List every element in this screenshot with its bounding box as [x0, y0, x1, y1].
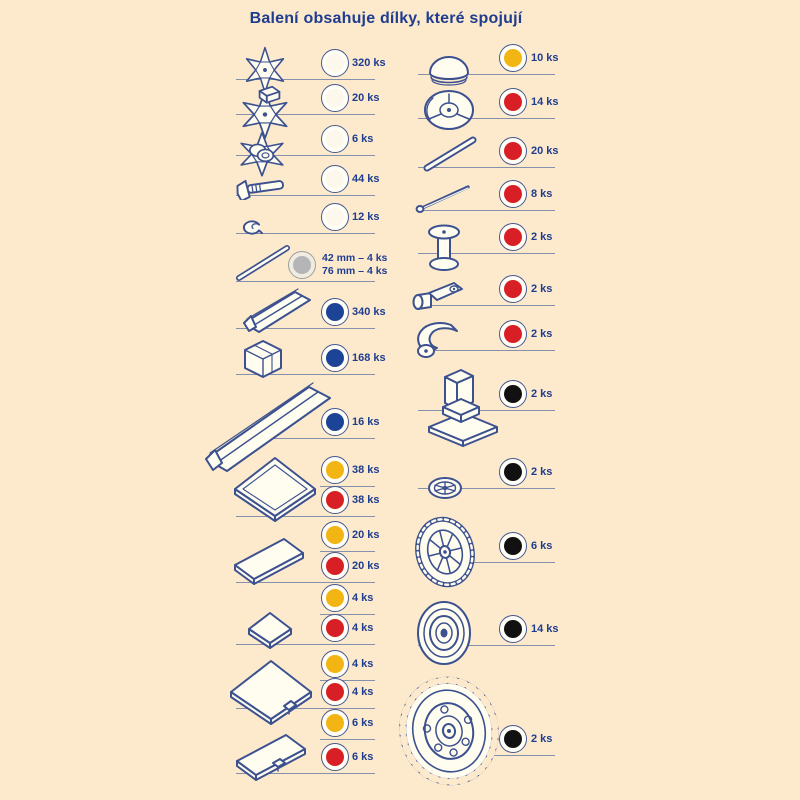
dot-color-fill [326, 748, 344, 766]
count-label: 38 ks [352, 494, 380, 506]
count-label: 168 ks [352, 352, 386, 364]
dot-color-fill [326, 89, 344, 107]
color-dot-red [499, 137, 527, 165]
color-dot-yellow [321, 521, 349, 549]
disc-wheel-icon [415, 600, 473, 666]
color-dot-black [499, 458, 527, 486]
count-label: 4 ks [352, 658, 374, 670]
count-label: 2 ks [531, 733, 553, 745]
color-dot-red [321, 486, 349, 514]
color-dot-yellow [321, 650, 349, 678]
dot-color-fill [326, 526, 344, 544]
count-label: 6 ks [352, 751, 374, 763]
spool-pulley-icon [421, 223, 467, 275]
color-dot-red [499, 320, 527, 348]
rect-plate-icon [233, 537, 305, 585]
count-label [322, 251, 387, 280]
count-label: 10 ks [531, 52, 559, 64]
dot-color-fill [504, 325, 522, 343]
count-label: 6 ks [531, 540, 553, 552]
notched-rect-plate-icon [235, 731, 309, 783]
bolt-icon [236, 175, 286, 200]
count-label: 20 ks [531, 145, 559, 157]
hex-connector-icon [241, 339, 285, 379]
color-dot-red [499, 180, 527, 208]
metal-axle-icon [233, 242, 293, 284]
large-tire-icon [397, 675, 501, 787]
count-label: 4 ks [352, 686, 374, 698]
dot-color-fill [326, 491, 344, 509]
dot-color-fill [504, 730, 522, 748]
count-label: 8 ks [531, 188, 553, 200]
dot-color-fill [326, 208, 344, 226]
count-label: 6 ks [352, 717, 374, 729]
color-dot-blue [321, 298, 349, 326]
count-label: 2 ks [531, 231, 553, 243]
count-label: 38 ks [352, 464, 380, 476]
dot-color-fill [293, 256, 311, 274]
color-dot-red [499, 88, 527, 116]
color-dot-red [321, 743, 349, 771]
color-dot-yellow [321, 584, 349, 612]
dot-color-fill [504, 463, 522, 481]
count-label: 2 ks [531, 328, 553, 340]
count-label: 2 ks [531, 283, 553, 295]
clip-nut-icon [239, 219, 265, 236]
dot-color-fill [504, 280, 522, 298]
dome-cap-icon [425, 52, 473, 86]
color-dot-black [499, 725, 527, 753]
dot-color-fill [326, 683, 344, 701]
count-label: 14 ks [531, 623, 559, 635]
small-square-plate-icon [247, 610, 293, 650]
long-pin-icon [414, 183, 472, 213]
color-dot-white [321, 49, 349, 77]
color-dot-black [499, 532, 527, 560]
count-label: 20 ks [352, 92, 380, 104]
count-label: 340 ks [352, 306, 386, 318]
dot-color-fill [326, 349, 344, 367]
notched-square-plate-icon [227, 656, 315, 736]
connector-line [320, 739, 375, 740]
count-label: 20 ks [352, 529, 380, 541]
color-dot-red [499, 223, 527, 251]
color-dot-black [499, 615, 527, 643]
count-label: 4 ks [352, 622, 374, 634]
count-label: 320 ks [352, 57, 386, 69]
color-dot-white [321, 84, 349, 112]
dot-color-fill [326, 619, 344, 637]
dot-color-fill [504, 620, 522, 638]
count-line-2: 76 mm – 4 ks [322, 265, 388, 277]
tread-wheel-icon [412, 515, 478, 589]
color-dot-white [321, 125, 349, 153]
color-dot-yellow [321, 709, 349, 737]
count-label: 16 ks [352, 416, 380, 428]
dot-color-fill [504, 228, 522, 246]
color-dot-white [321, 165, 349, 193]
color-dot-yellow [499, 44, 527, 72]
dot-color-fill [504, 93, 522, 111]
short-axle-icon [420, 134, 480, 174]
count-label: 44 ks [352, 173, 380, 185]
dot-color-fill [326, 54, 344, 72]
count-label: 2 ks [531, 466, 553, 478]
color-dot-red [499, 275, 527, 303]
color-dot-red [321, 678, 349, 706]
color-dot-white [321, 203, 349, 231]
short-beam-icon [239, 287, 315, 337]
color-dot-yellow [321, 456, 349, 484]
dot-color-fill [326, 714, 344, 732]
crank-arm-icon [409, 279, 467, 313]
count-line-1: 42 mm – 4 ks [322, 252, 388, 264]
color-dot-red [321, 552, 349, 580]
count-label: 12 ks [352, 211, 380, 223]
dot-color-fill [326, 557, 344, 575]
count-label: 2 ks [531, 388, 553, 400]
dot-color-fill [326, 130, 344, 148]
dot-color-fill [326, 303, 344, 321]
dot-color-fill [326, 655, 344, 673]
tow-hook-icon [413, 317, 467, 359]
dot-color-fill [504, 537, 522, 555]
square-plate-icon [231, 455, 319, 527]
dot-color-fill [504, 142, 522, 160]
count-label: 4 ks [352, 592, 374, 604]
dot-color-fill [504, 49, 522, 67]
count-label: 6 ks [352, 133, 374, 145]
dot-color-fill [326, 461, 344, 479]
dot-color-fill [326, 170, 344, 188]
steering-wheel-icon [426, 475, 464, 501]
dot-color-fill [504, 185, 522, 203]
page-title: Balení obsahuje dílky, které spojují [249, 10, 523, 27]
count-label: 20 ks [352, 560, 380, 572]
color-dot-blue [321, 344, 349, 372]
hub-wheel-icon [420, 89, 476, 131]
dot-color-fill [326, 589, 344, 607]
color-dot-red [321, 614, 349, 642]
seat-icon [419, 367, 507, 455]
count-label: 14 ks [531, 96, 559, 108]
roller-connector-icon [236, 131, 288, 178]
